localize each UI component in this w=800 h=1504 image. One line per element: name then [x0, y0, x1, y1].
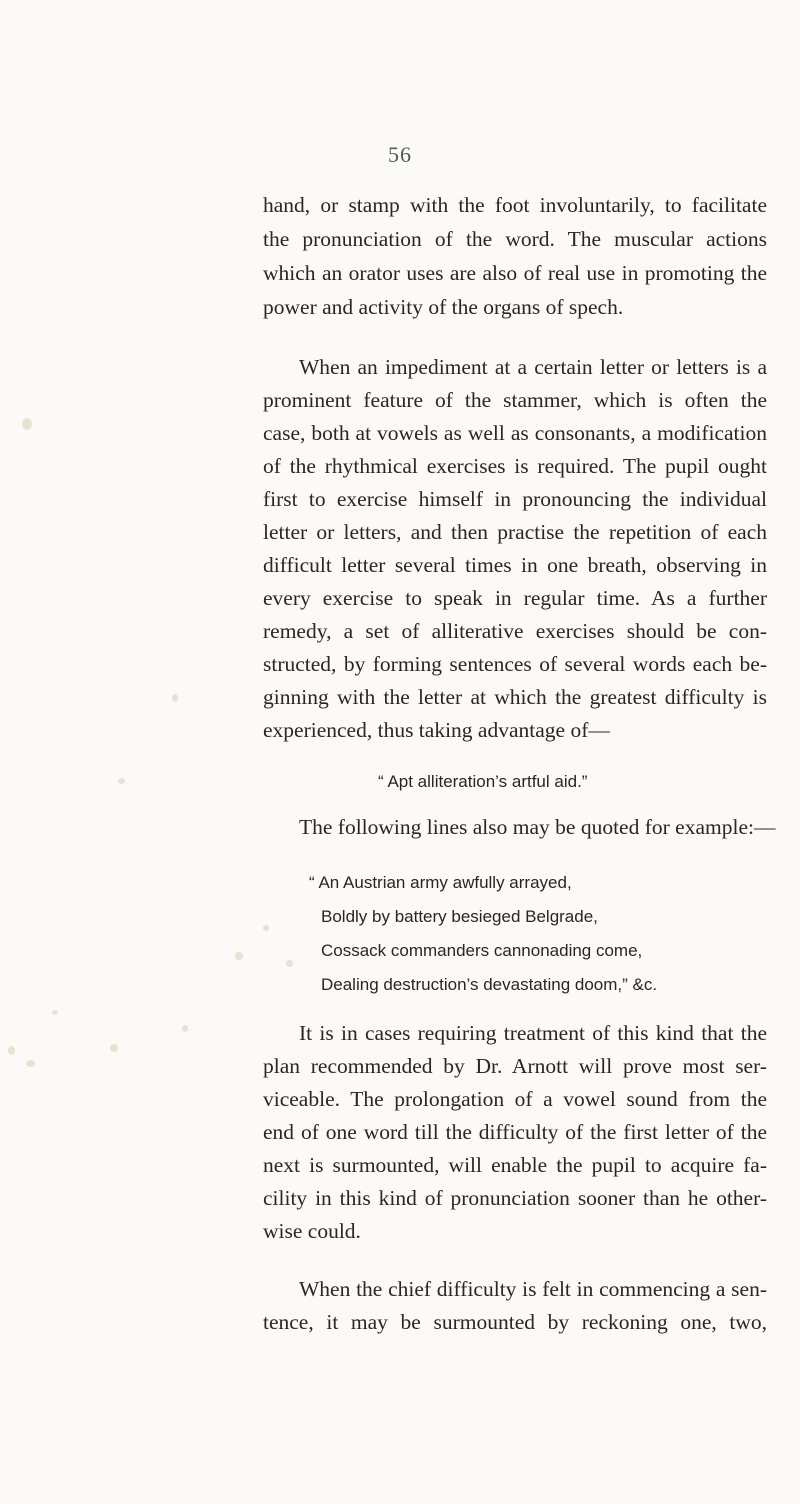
quotation: “ Apt alliteration’s artful aid.” [378, 772, 588, 791]
text-line: letter or letters, and then practise the repetition of each [263, 520, 767, 544]
text-line: tence, it may be surmounted by reckoning one, two, [263, 1310, 767, 1334]
text-line: experienced, thus taking advantage of— [263, 718, 610, 742]
foxing-spot [52, 1010, 58, 1015]
foxing-spot [182, 1025, 188, 1032]
text-line: end of one word till the difficulty of the first letter of the [263, 1120, 767, 1144]
text-line: viceable. The prolongation of a vowel sound from the [263, 1087, 767, 1111]
foxing-spot [110, 1044, 118, 1052]
text-line: every exercise to speak in regular time. As a further [263, 586, 767, 610]
text-line: prominent feature of the stammer, which is often the [263, 388, 767, 412]
foxing-spot [172, 694, 178, 702]
foxing-spot [286, 960, 293, 967]
text-line: case, both at vowels as well as consonants, a modification [263, 421, 767, 445]
text-line: which an orator uses are also of real use in promoting the [263, 261, 767, 285]
text-line: It is in cases requiring treatment of this kind that the [299, 1021, 767, 1045]
text-line: ginning with the letter at which the greatest difficulty is [263, 685, 767, 709]
text-line: power and activity of the organs of spech. [263, 295, 624, 319]
text-line: the pronunciation of the word. The muscular actions [263, 227, 767, 251]
page-number: 56 [388, 142, 412, 167]
text-line: next is surmounted, will enable the pupil to acquire fa- [263, 1153, 767, 1177]
foxing-spot [8, 1046, 15, 1055]
text-line: first to exercise himself in pronouncing the individual [263, 487, 767, 511]
text-line: When the chief difficulty is felt in commencing a sen- [299, 1277, 767, 1301]
text-line: of the rhythmical exercises is required. The pupil ought [263, 454, 767, 478]
verse-line: Cossack commanders cannonading come, [321, 941, 643, 960]
text-line: plan recommended by Dr. Arnott will prove most ser- [263, 1054, 767, 1078]
foxing-spot [263, 925, 269, 931]
text-line: remedy, a set of alliterative exercises should be con- [263, 619, 767, 643]
foxing-spot [235, 952, 243, 960]
text-line: structed, by forming sentences of several words each be- [263, 652, 767, 676]
text-line: hand, or stamp with the foot involuntarily, to facilitate [263, 193, 767, 217]
text-line: The following lines also may be quoted for example:— [299, 815, 776, 839]
verse-line: Boldly by battery besieged Belgrade, [321, 907, 598, 926]
foxing-spot [22, 418, 32, 430]
verse-line: Dealing destruction’s devastating doom,” &c. [321, 975, 658, 994]
text-line: When an impediment at a certain letter or letters is a [299, 355, 767, 379]
text-line: wise could. [263, 1219, 361, 1243]
text-line: difficult letter several times in one breath, observing in [263, 553, 767, 577]
foxing-spot [118, 778, 125, 784]
verse-line: “ An Austrian army awfully arrayed, [309, 873, 572, 892]
foxing-spot [26, 1060, 35, 1067]
text-line: cility in this kind of pronunciation sooner than he other- [263, 1186, 767, 1210]
